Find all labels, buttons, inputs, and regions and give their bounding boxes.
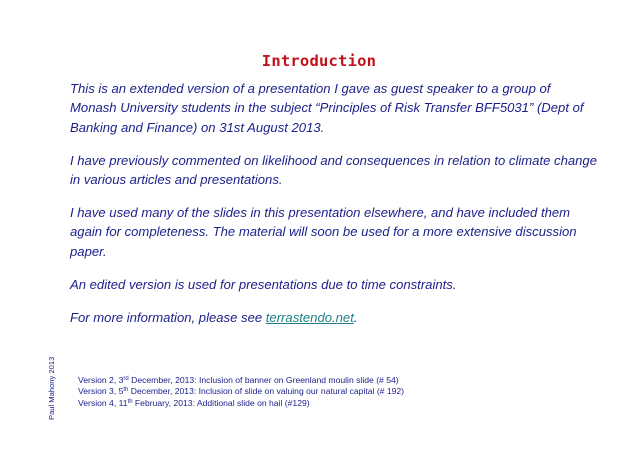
version-note-prefix: Version 4, 11 <box>78 397 128 408</box>
version-note <box>78 398 598 409</box>
more-info-suffix: . <box>353 309 358 325</box>
paragraph-more-info <box>70 308 600 327</box>
version-note-ordinal: rd <box>123 376 129 382</box>
version-note <box>78 386 598 397</box>
paragraph-previous-comments: I have previously commented on likelihood and consequences in relation to climate change in various articles and presentations. <box>70 152 597 188</box>
version-note-text: December, 2013: Inclusion of slide on valuing our natural capital (# 192) <box>128 386 405 397</box>
version-note-text: February, 2013: Additional slide on hail (#129) <box>132 397 310 408</box>
slide-title <box>0 52 638 70</box>
slide-body <box>70 79 600 327</box>
version-note-text: December, 2013: Inclusion of banner on Greenland moulin slide (# 54) <box>128 375 399 385</box>
version-notes <box>78 375 598 409</box>
version-note-ordinal: th <box>123 387 129 394</box>
paragraph-edited-version: An edited version is used for presentations due to time constraints. <box>70 276 457 292</box>
author-credit: Paul Mahony 2013 <box>47 356 56 420</box>
paragraph-slides-reuse: I have used many of the slides in this presentation elsewhere, and have included them again for completeness. The material will soon be used for a more extensive discussion paper. <box>70 205 577 259</box>
version-note <box>78 375 598 386</box>
version-note-prefix: Version 2, 3 <box>78 375 124 385</box>
terrastendo-link[interactable]: terrastendo.net <box>265 309 354 325</box>
slide-title-text: Introduction <box>261 52 377 70</box>
more-info-prefix: For more information, please see <box>70 309 266 325</box>
version-note-ordinal: th <box>127 398 133 405</box>
version-note-prefix: Version 3, 5 <box>78 386 124 397</box>
paragraph-intro: This is an extended version of a presentation I gave as guest speaker to a group of Monash University students in the subject “Principles of Risk Transfer BFF5031” (Dept of Banking and Finance) on 31st August 2013. <box>70 81 584 135</box>
